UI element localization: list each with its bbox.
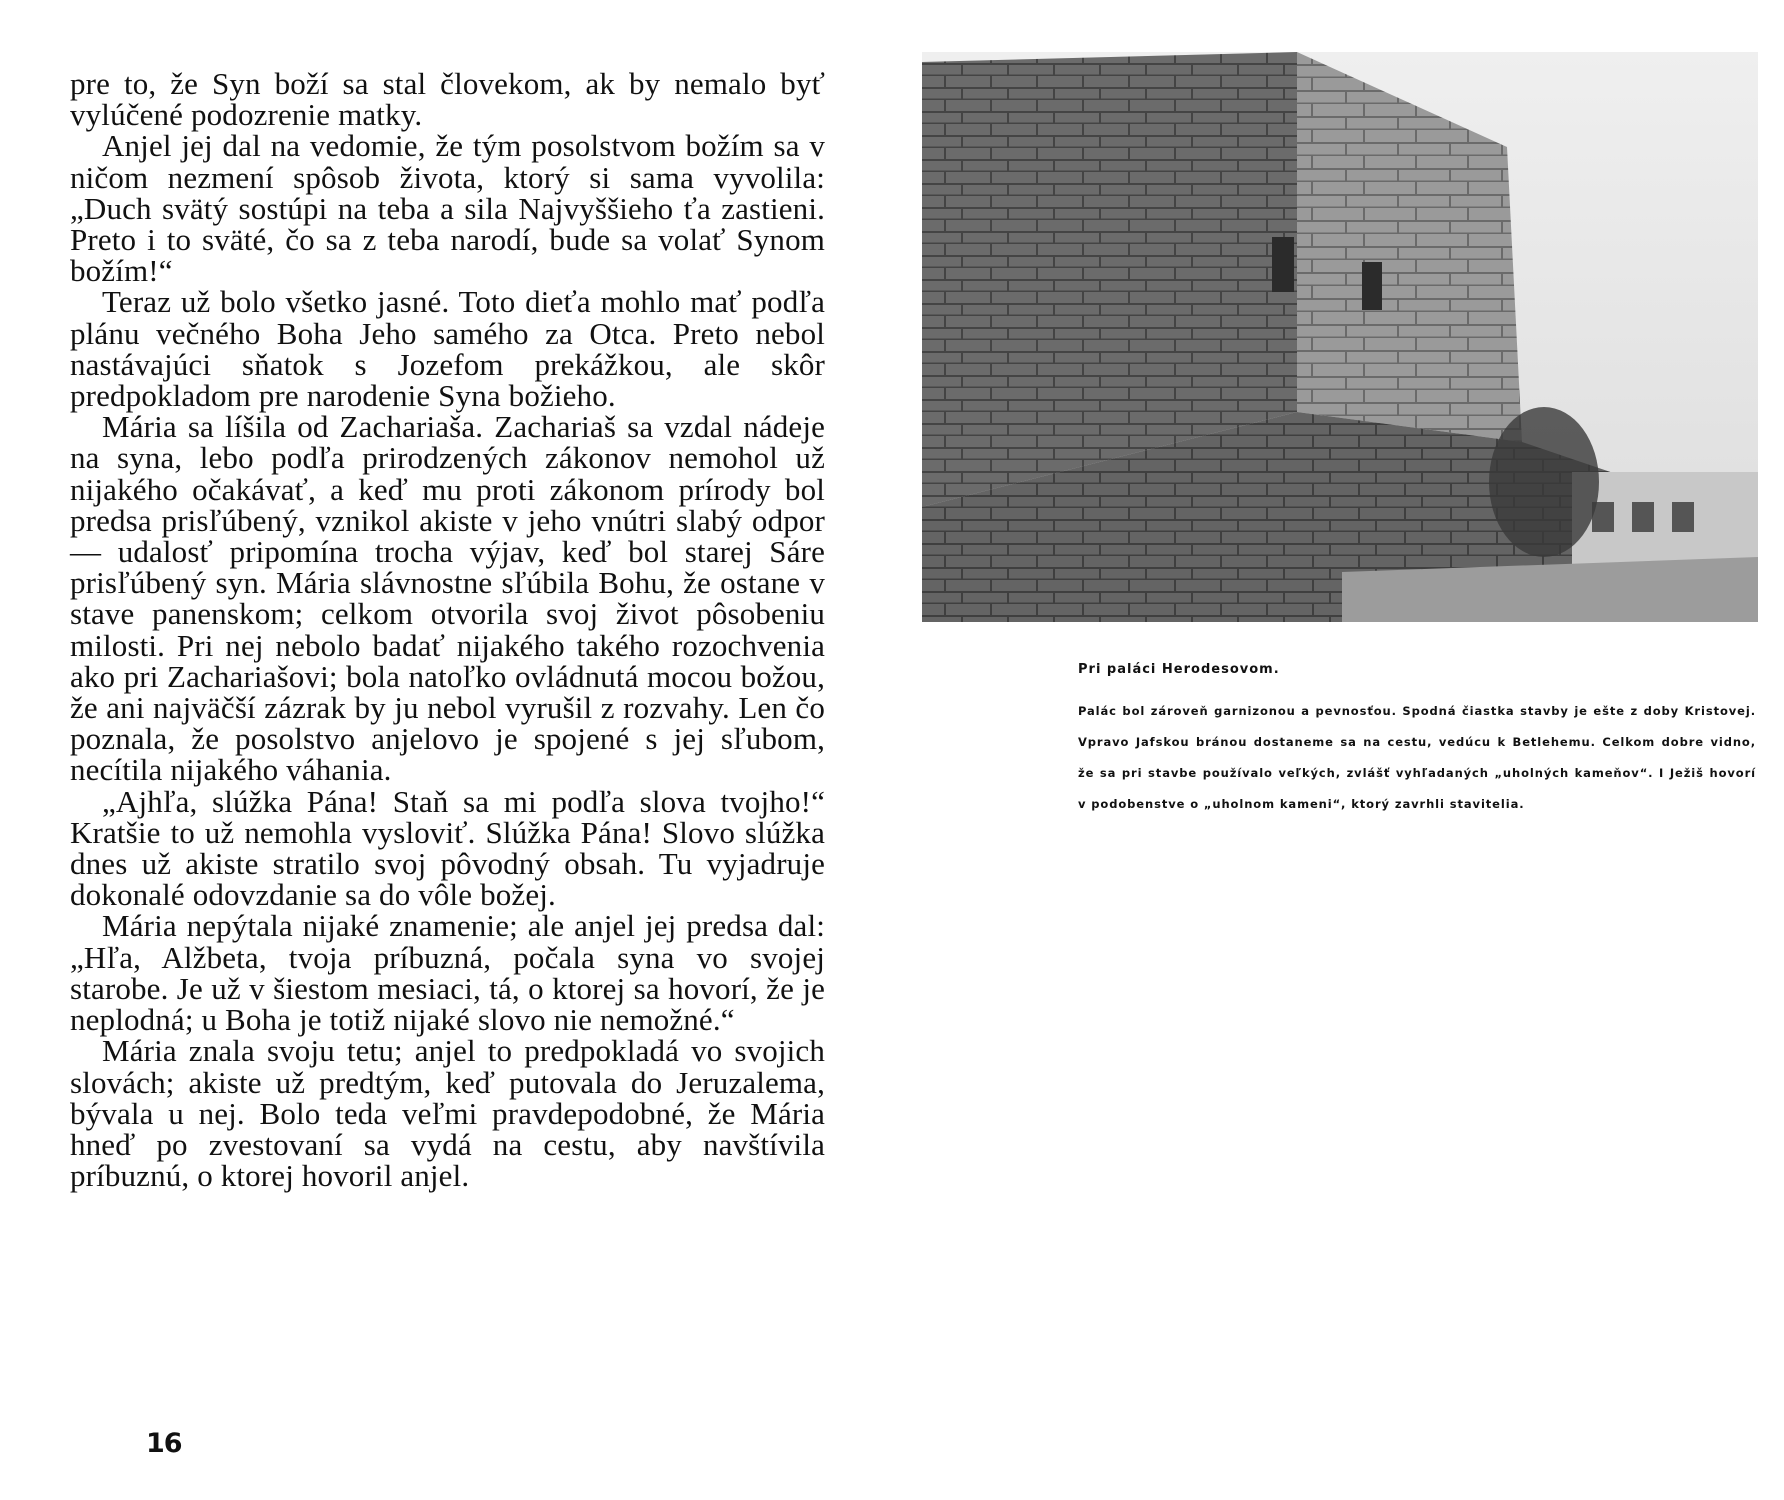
paragraph: Mária sa líšila od Zachariaša. Zachariaš sa vzdal nádeje na syna, lebo podľa prirodzených zákonov nemohol už nijakého očakávať, a keď mu proti zákonom prírody bol predsa prisľúbený, vznikol akiste v jeho vnútri slabý odpor — udalosť pripomína trocha výjav, keď bol starej Sáre prisľúbený syn. Mária slávnostne sľúbila Bohu, že ostane v stave panenskom; celkom otvorila svoj život pôsobeniu milosti. Pri nej nebolo badať nijakého takého rozochvenia ako pri Zachariašovi; bola natoľko ovládnutá mocou božou, že ani najväčší zázrak by ju nebol vyrušil z rozvahy. Len čo poznala, že posolstvo anjelovo je spojené s jej sľubom, necítila nijakého váhania.: [70, 409, 825, 788]
paragraph: „Ajhľa, slúžka Pána! Staň sa mi podľa slova tvojho!“ Kratšie to už nemohla vysloviť. Slúžka Pána! Slovo slúžka dnes už akiste stratilo svoj pôvodný obsah. Tu vyjadruje dokonalé odovzdanie sa do vôle božej.: [70, 783, 825, 913]
paragraph: pre to, že Syn boží sa stal človekom, ak by nemalo byť vylúčené podozrenie matky.: [70, 66, 825, 133]
paragraph: Anjel jej dal na vedomie, že tým posolstvom božím sa v ničom nezmení spôsob života, ktorý si sama vyvolila: „Duch svätý sostúpi na teba a sila Najvyššieho ťa zastieni. Preto i to sväté, čo sa z teba narodí, bude sa volať Synom božím!“: [70, 128, 825, 289]
figure-caption: [1078, 662, 1756, 820]
tower-photograph: [922, 52, 1758, 622]
paragraph: Mária znala svoju tetu; anjel to predpokladá vo svojich slovách; akiste už predtým, keď putovala do Jeruzalema, bývala u nej. Bolo teda veľmi pravdepodobné, že Mária hneď po zvestovaní sa vydá na cestu, aby navštívila príbuznú, o ktorej hovoril anjel.: [70, 1033, 825, 1194]
caption-title: Pri paláci Herodesovom.: [1078, 662, 1280, 677]
page-number: 16: [146, 1428, 182, 1459]
paragraph: Teraz už bolo všetko jasné. Toto dieťa mohlo mať podľa plánu večného Boha Jeho samého za Otca. Preto nebol nastávajúci sňatok s Jozefom prekážkou, ale skôr predpokladom pre narodenie Syna božieho.: [70, 284, 825, 414]
text-column: [70, 66, 825, 1194]
paragraph: Mária nepýtala nijaké znamenie; ale anjel jej predsa dal: „Hľa, Alžbeta, tvoja príbuzná, počala syna vo svojej starobe. Je už v šiestom mesiaci, tá, o ktorej sa hovorí, že je neplodná; u Boha je totiž nijaké slovo nie nemožné.“: [70, 908, 825, 1038]
tower-photograph-drawing: [922, 52, 1758, 622]
caption-text: Palác bol zároveň garnizonou a pevnosťou. Spodná čiastka stavby je ešte z doby Kristovej. Vpravo Jafskou bránou dostaneme sa na cestu, vedúcu k Betlehemu. Celkom dobre vidno, že sa pri stavbe používalo veľkých, zvlášť vyhľadaných „uholných kameňov“. I Ježiš hovorí v podobenstve o „uholnom kameni“, ktorý zavrhli stavitelia.: [1078, 704, 1756, 811]
